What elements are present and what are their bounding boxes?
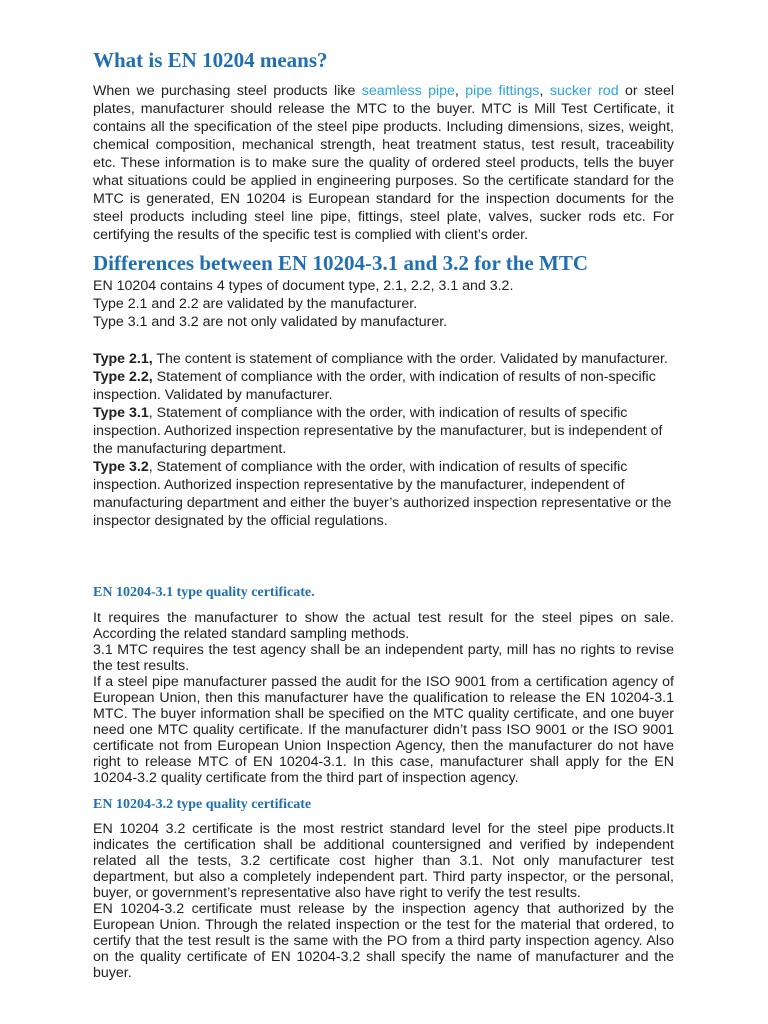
intro-separator: , [539, 83, 550, 99]
summary-line: Type 3.1 and 3.2 are not only validated by manufacturer. [93, 314, 448, 330]
type-label: Type 2.2, [93, 369, 153, 385]
intro-text-after: or steel plates, manufacturer should release the MTC to the buyer. MTC is Mill Test Certificate, it contains all the specification of the steel pipe products. Including dimensions, sizes, weight, chemical composition, mechanical strength, heat treatment status, test result, traceability etc. These information is to make sure the quality of ordered steel products, tells the buyer what situations could be applied in engineering purposes. So the certificate standard for the MTC is generated, EN 10204 is European standard for the inspection documents for the steel products including steel line pipe, fittings, steel plate, valves, sucker rods etc. For certifying the results of the specific test is complied with client’s order. [93, 83, 674, 243]
type-definition [93, 458, 674, 530]
type-description: The content is statement of compliance with the order. Validated by manufacturer. [152, 351, 668, 367]
intro-paragraph [93, 82, 674, 244]
section-32-body [93, 821, 674, 981]
section-31-body [93, 610, 674, 786]
type-label: Type 3.2 [93, 459, 149, 475]
type-label: Type 3.1 [93, 405, 149, 421]
type-description: , Statement of compliance with the order, with indication of results of specific inspection. Authorized inspection representative by the manufacturer, but is independent of the manufacturing department. [93, 405, 663, 457]
type-definitions [93, 350, 674, 530]
section-paragraph: 3.1 MTC requires the test agency shall be an independent party, mill has no rights to revise the test results. [93, 642, 674, 674]
summary-line: EN 10204 contains 4 types of document type, 2.1, 2.2, 3.1 and 3.2. [93, 278, 514, 294]
sucker-rod-link[interactable]: sucker rod [549, 83, 619, 99]
type-description: Statement of compliance with the order, with indication of results of non-specific inspection. Validated by manufacturer. [93, 369, 656, 403]
section-31-heading: EN 10204-3.1 type quality certificate. [93, 585, 315, 600]
type-definition [93, 368, 674, 404]
section-paragraph: If a steel pipe manufacturer passed the audit for the ISO 9001 from a certification agency of European Union, then this manufacturer have the qualification to release the EN 10204-3.1 MTC. The buyer information shall be specified on the MTC quality certificate, and one buyer need one MTC quality certificate. If the manufacturer didn’t pass ISO 9001 or the ISO 9001 certificate not from European Union Inspection Agency, then the manufacturer do not have right to release MTC of EN 10204-3.1. In this case, manufacturer shall apply for the EN 10204-3.2 quality certificate from the third part of inspection agency. [93, 674, 674, 786]
page-title: What is EN 10204 means? [93, 48, 328, 72]
section-paragraph: EN 10204 3.2 certificate is the most restrict standard level for the steel pipe products.It indicates the certification shall be additional countersigned and verified by independent related all the tests, 3.2 certificate cost higher than 3.1. Not only manufacturer test department, but also a completely independent part. Third party inspector, or the personal, buyer, or government’s representative also have right to verify the test results. [93, 821, 674, 901]
type-definition [93, 404, 674, 458]
pipe-fittings-link[interactable]: pipe fittings [465, 83, 540, 99]
document-types-summary [93, 277, 674, 331]
section-paragraph: EN 10204-3.2 certificate must release by the inspection agency that authorized by the European Union. Through the related inspection or the test for the material that ordered, to certify that the test result is the same with the PO from a third party inspection agency. Also on the quality certificate of EN 10204-3.2 shall specify the name of manufacturer and the buyer. [93, 901, 674, 981]
seamless-pipe-link[interactable]: seamless pipe [361, 83, 455, 99]
section-32-heading: EN 10204-3.2 type quality certificate [93, 797, 312, 812]
section-paragraph: It requires the manufacturer to show the actual test result for the steel pipes on sale. According the related standard sampling methods. [93, 610, 674, 642]
type-description: , Statement of compliance with the order, with indication of results of specific inspection. Authorized inspection representative by the manufacturer, independent of manufacturing department and either the buyer’s authorized inspection representative or the inspector designated by the official regulations. [93, 459, 672, 529]
type-definition [93, 350, 674, 368]
intro-separator: , [454, 83, 466, 99]
differences-heading: Differences between EN 10204-3.1 and 3.2 for the MTC [93, 251, 588, 275]
intro-text-before: When we purchasing steel products like [93, 83, 362, 99]
summary-line: Type 2.1 and 2.2 are validated by the manufacturer. [93, 296, 418, 312]
type-label: Type 2.1, [93, 351, 153, 367]
